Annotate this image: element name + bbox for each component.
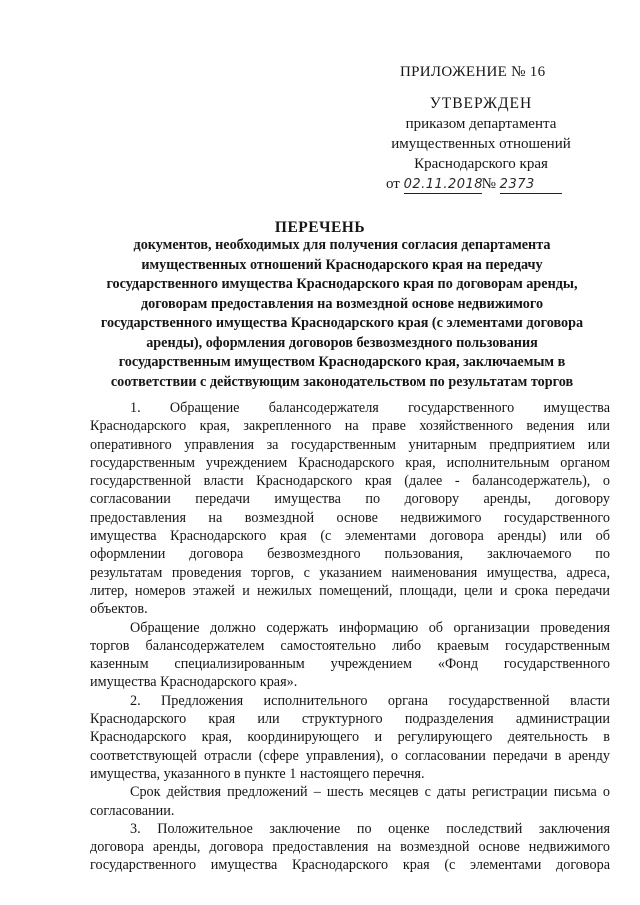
subtitle-line: документов, необходимых для получения согласия департамента [133,237,551,253]
body-line: 2. Предложения исполнительного органа государственной власти [130,692,610,709]
body-line: соответствующей отрасли (сфере управления), о согласовании передачи в аренду [90,747,610,764]
subtitle-line: государственным имуществом Краснодарского края, заключаемым в [118,354,566,370]
subtitle-line: договорам предоставления на возмездной основе недвижимого [140,295,544,312]
body-line: государственной власти Краснодарского края (далее - балансодержатель), о [90,473,610,490]
subtitle-line: государственного имущества Краснодарского края (с элементами договора [100,315,584,331]
body-line: оперативного управления за государственным унитарным предприятием или [90,436,610,453]
approved-line: приказом департамента [405,116,557,132]
approval-block [386,94,576,194]
number-field [500,176,562,194]
body-line: казенным специализированным учреждением «Фонд государственного [90,656,610,673]
body-line: имущества Краснодарского края (с элементами договора аренды) или об [90,528,610,545]
subtitle-line: аренды), оформления договоров безвозмездного пользования [146,334,538,351]
date-prefix: от [386,176,400,192]
body-line: государственного имущества Краснодарского края (с элементами договора [90,857,610,874]
body-line: государственным учреждением Краснодарского края, исполнительным органом [90,454,610,471]
subtitle-line: соответствии с действующим законодательством по результатам торгов [110,373,574,390]
body-line: Срок действия предложений – шесть месяцев с даты регистрации письма о [130,784,610,801]
body-line: литер, номеров этажей и нежилых помещений, площади, цели и срока передачи [90,582,610,599]
body-line: 1. Обращение балансодержателя государственного имущества [130,400,610,416]
subtitle-line: государственного имущества Краснодарского края по договорам аренды, [106,276,578,292]
approved-line: Краснодарского края [414,156,548,172]
body-line: результатам проведения торгов, с указанием наименования имущества, адреса, [90,564,610,581]
body-line: согласовании передачи имущества по договору аренды, договору [90,491,610,508]
subtitle-line: имущественных отношений Краснодарского края на передачу [141,256,543,273]
body-line: оформлении договора безвозмездного пользования, заключаемого по [90,546,610,563]
handwritten-date: 02.11.2018 [403,177,484,192]
handwritten-number: 2373 [499,177,535,192]
date-field [404,176,482,194]
order-date-line [386,174,576,194]
body-line: договора аренды, договора предоставления на возмездной основе недвижимого [90,839,610,856]
body-line: имущества Краснодарского края». [90,674,298,691]
body-line: Краснодарского края, закрепленного на праве хозяйственного ведения или [90,418,610,435]
document-body [90,399,610,875]
body-line: Краснодарского края или структурного подразделения администрации [90,711,610,728]
approved-title: УТВЕРЖДЕН [429,95,533,112]
body-line: имущества, указанного в пункте 1 настоящего перечня. [90,765,425,782]
body-line: согласовании. [90,802,175,819]
body-line: предоставления на возмездной основе недвижимого государственного [90,509,610,526]
approved-line: имущественных отношений [391,136,571,152]
appendix-label: ПРИЛОЖЕНИЕ № 16 [400,64,546,80]
document-title: ПЕРЕЧЕНЬ [274,219,366,236]
body-line: торгов балансодержателем самостоятельно либо краевым государственным [90,637,610,654]
body-line: 3. Положительное заключение по оценке последствий заключения [130,820,610,837]
body-line: Краснодарского края, координирующего и регулирующего деятельность в [90,729,610,746]
number-sign: № [481,176,496,192]
body-line: объектов. [90,601,148,618]
body-line: Обращение должно содержать информацию об организации проведения [130,619,610,636]
document-subtitle [92,236,592,392]
